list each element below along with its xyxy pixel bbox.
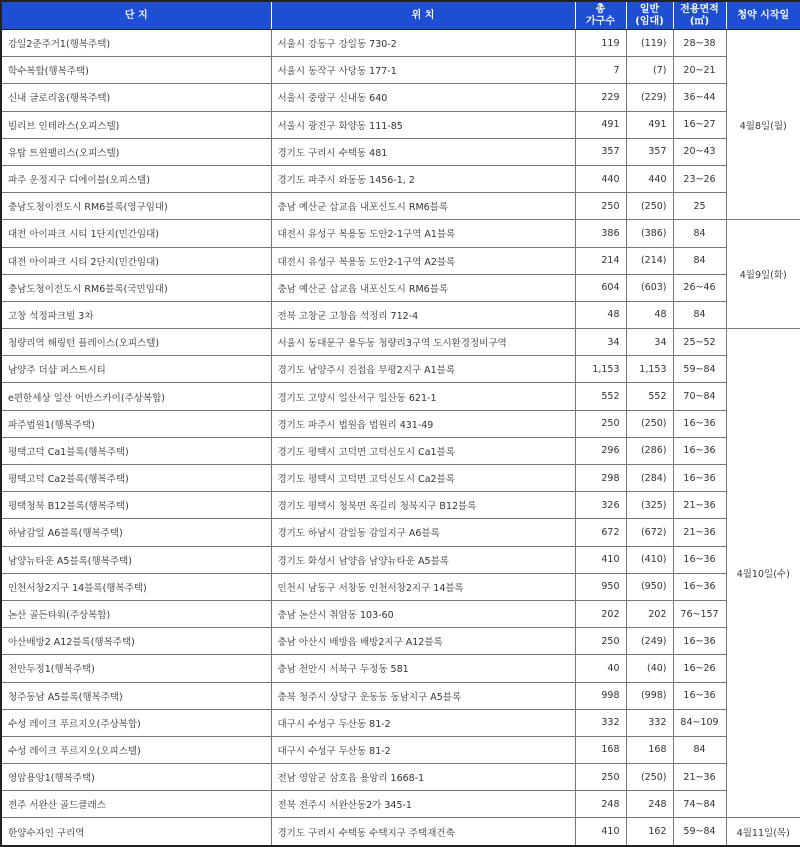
- cell-general: (249): [626, 628, 673, 655]
- cell-total: 34: [575, 329, 626, 356]
- table-row: [1, 546, 800, 573]
- table-row: [1, 818, 800, 846]
- cell-area: 21~36: [673, 764, 726, 791]
- cell-area: 59~84: [673, 818, 726, 846]
- cell-total: 229: [575, 84, 626, 111]
- cell-loc: 전북 고창군 고창읍 석정리 712-4: [271, 301, 575, 328]
- cell-loc: 전남 영암군 삼호읍 용앙리 1668-1: [271, 764, 575, 791]
- cell-general: 162: [626, 818, 673, 846]
- cell-general: (950): [626, 573, 673, 600]
- cell-name: 한양수자인 구리역: [1, 818, 271, 846]
- cell-general: (386): [626, 220, 673, 247]
- cell-name: 대전 아이파크 시티 1단지(민간임대): [1, 220, 271, 247]
- cell-name: 청주동남 A5블록(행복주택): [1, 682, 271, 709]
- cell-name: e편한세상 일산 어반스카이(주상복합): [1, 383, 271, 410]
- cell-name: 하남감일 A6블록(행복주택): [1, 519, 271, 546]
- cell-loc: 서울시 강동구 강일동 730-2: [271, 30, 575, 57]
- cell-loc: 대전시 유성구 복용동 도안2-1구역 A2블록: [271, 247, 575, 274]
- cell-area: 21~36: [673, 492, 726, 519]
- table-row: [1, 600, 800, 627]
- cell-area: 16~36: [673, 573, 726, 600]
- cell-loc: 경기도 평택시 고덕면 고덕신도시 Ca2블록: [271, 465, 575, 492]
- cell-general: 248: [626, 791, 673, 818]
- cell-general: 357: [626, 138, 673, 165]
- table-row: [1, 410, 800, 437]
- cell-total: 552: [575, 383, 626, 410]
- cell-start-date: 4월11일(목): [726, 818, 800, 846]
- table-row: [1, 764, 800, 791]
- cell-general: (119): [626, 30, 673, 57]
- table-row: [1, 628, 800, 655]
- cell-area: 16~26: [673, 655, 726, 682]
- cell-general: (325): [626, 492, 673, 519]
- cell-total: 357: [575, 138, 626, 165]
- cell-loc: 경기도 하남시 감일동 감일지구 A6블록: [271, 519, 575, 546]
- cell-general: (229): [626, 84, 673, 111]
- cell-general: 1,153: [626, 356, 673, 383]
- cell-name: 강일2준주거1(행복주택): [1, 30, 271, 57]
- table-row: [1, 57, 800, 84]
- cell-name: 대전 아이파크 시티 2단지(민간임대): [1, 247, 271, 274]
- cell-area: 20~21: [673, 57, 726, 84]
- header-area-l2: (㎡): [689, 15, 710, 27]
- cell-total: 604: [575, 274, 626, 301]
- cell-loc: 전북 전주시 서완산동2가 345-1: [271, 791, 575, 818]
- table-row: [1, 84, 800, 111]
- cell-general: (250): [626, 193, 673, 220]
- table-row: [1, 709, 800, 736]
- cell-loc: 경기도 화성시 남양읍 남양뉴타운 A5블록: [271, 546, 575, 573]
- header-general-l1: 일반: [639, 3, 660, 15]
- cell-name: 전주 서완산 골드클래스: [1, 791, 271, 818]
- cell-area: 26~46: [673, 274, 726, 301]
- cell-area: 20~43: [673, 138, 726, 165]
- table-row: [1, 220, 800, 247]
- cell-general: (250): [626, 764, 673, 791]
- cell-name: 신내 글로리움(행복주택): [1, 84, 271, 111]
- cell-name: 충남도청이전도시 RM6블록(국민임대): [1, 274, 271, 301]
- cell-general: 491: [626, 111, 673, 138]
- header-name: 단 지: [1, 1, 271, 30]
- cell-total: 250: [575, 193, 626, 220]
- table-row: [1, 519, 800, 546]
- cell-area: 84: [673, 247, 726, 274]
- cell-loc: 경기도 파주시 법원읍 법원리 431-49: [271, 410, 575, 437]
- cell-area: 16~36: [673, 682, 726, 709]
- cell-total: 48: [575, 301, 626, 328]
- cell-loc: 충남 예산군 삽교읍 내포신도시 RM6블록: [271, 193, 575, 220]
- cell-area: 16~36: [673, 546, 726, 573]
- cell-total: 998: [575, 682, 626, 709]
- cell-loc: 서울시 동대문구 용두동 청량리3구역 도시환경정비구역: [271, 329, 575, 356]
- cell-total: 7: [575, 57, 626, 84]
- cell-general: (40): [626, 655, 673, 682]
- cell-name: 유탑 트윈팰리스(오피스텔): [1, 138, 271, 165]
- cell-name: 아산배방2 A12블록(행복주택): [1, 628, 271, 655]
- cell-general: (410): [626, 546, 673, 573]
- table-row: [1, 465, 800, 492]
- cell-loc: 충북 청주시 상당구 운동동 동남지구 A5블록: [271, 682, 575, 709]
- cell-start-date: 4월8일(월): [726, 30, 800, 220]
- table-row: [1, 30, 800, 57]
- cell-area: 16~27: [673, 111, 726, 138]
- header-general: [626, 1, 673, 30]
- header-area: [673, 1, 726, 30]
- cell-loc: 서울시 광진구 화양동 111-85: [271, 111, 575, 138]
- cell-total: 672: [575, 519, 626, 546]
- cell-total: 168: [575, 736, 626, 763]
- cell-name: 인천서창2지구 14블록(행복주택): [1, 573, 271, 600]
- cell-name: 천안두정1(행복주택): [1, 655, 271, 682]
- cell-start-date: 4월10일(수): [726, 329, 800, 818]
- table-row: [1, 356, 800, 383]
- header-total: [575, 1, 626, 30]
- cell-general: (286): [626, 437, 673, 464]
- table-row: [1, 573, 800, 600]
- header-date: 청약 시작일: [726, 1, 800, 30]
- cell-general: 168: [626, 736, 673, 763]
- cell-area: 16~36: [673, 410, 726, 437]
- cell-area: 21~36: [673, 519, 726, 546]
- table-row: [1, 274, 800, 301]
- header-total-l2: 가구수: [586, 15, 615, 27]
- table-row: [1, 736, 800, 763]
- cell-area: 84~109: [673, 709, 726, 736]
- cell-area: 84: [673, 736, 726, 763]
- cell-total: 250: [575, 628, 626, 655]
- cell-loc: 충남 천안시 서북구 두정동 581: [271, 655, 575, 682]
- cell-area: 16~36: [673, 465, 726, 492]
- cell-area: 76~157: [673, 600, 726, 627]
- cell-general: 48: [626, 301, 673, 328]
- cell-general: (284): [626, 465, 673, 492]
- cell-name: 평택청북 B12블록(행복주택): [1, 492, 271, 519]
- cell-area: 28~38: [673, 30, 726, 57]
- table-row: [1, 301, 800, 328]
- cell-total: 410: [575, 818, 626, 846]
- cell-name: 충남도청이전도시 RM6블록(영구임대): [1, 193, 271, 220]
- cell-total: 119: [575, 30, 626, 57]
- cell-total: 386: [575, 220, 626, 247]
- cell-area: 84: [673, 220, 726, 247]
- cell-area: 36~44: [673, 84, 726, 111]
- cell-name: 빌리브 인테라스(오피스텔): [1, 111, 271, 138]
- table-row: [1, 138, 800, 165]
- table-row: [1, 492, 800, 519]
- cell-loc: 충남 논산시 취암동 103-60: [271, 600, 575, 627]
- header-general-l2: (임대): [635, 15, 664, 27]
- cell-loc: 충남 예산군 삽교읍 내포신도시 RM6블록: [271, 274, 575, 301]
- cell-total: 250: [575, 764, 626, 791]
- cell-loc: 경기도 구리시 수택동 481: [271, 138, 575, 165]
- cell-area: 16~36: [673, 628, 726, 655]
- cell-area: 16~36: [673, 437, 726, 464]
- cell-loc: 충남 아산시 배방읍 배방2지구 A12블록: [271, 628, 575, 655]
- cell-loc: 서울시 중랑구 신내동 640: [271, 84, 575, 111]
- header-row: [1, 1, 800, 30]
- cell-total: 332: [575, 709, 626, 736]
- cell-total: 410: [575, 546, 626, 573]
- cell-loc: 경기도 고양시 일산서구 일산동 621-1: [271, 383, 575, 410]
- cell-area: 23~26: [673, 165, 726, 192]
- cell-general: (214): [626, 247, 673, 274]
- cell-area: 74~84: [673, 791, 726, 818]
- cell-total: 491: [575, 111, 626, 138]
- cell-loc: 대구시 수성구 두산동 81-2: [271, 736, 575, 763]
- cell-start-date: 4월9일(화): [726, 220, 800, 329]
- cell-name: 수성 레이크 푸르지오(오피스텔): [1, 736, 271, 763]
- table-row: [1, 682, 800, 709]
- cell-name: 평택고덕 Ca1블록(행복주택): [1, 437, 271, 464]
- cell-name: 평택고덕 Ca2블록(행복주택): [1, 465, 271, 492]
- cell-general: (672): [626, 519, 673, 546]
- header-area-l1: 전용면적: [680, 3, 719, 15]
- cell-general: 552: [626, 383, 673, 410]
- cell-total: 440: [575, 165, 626, 192]
- cell-total: 214: [575, 247, 626, 274]
- cell-name: 파주 운정지구 디에이블(오피스텔): [1, 165, 271, 192]
- cell-name: 논산 골든타워(주상복합): [1, 600, 271, 627]
- cell-loc: 경기도 파주시 와동동 1456-1, 2: [271, 165, 575, 192]
- cell-loc: 대구시 수성구 두산동 81-2: [271, 709, 575, 736]
- cell-general: (7): [626, 57, 673, 84]
- table-row: [1, 437, 800, 464]
- cell-loc: 대전시 유성구 복용동 도안2-1구역 A1블록: [271, 220, 575, 247]
- table-row: [1, 111, 800, 138]
- header-location: 위 치: [271, 1, 575, 30]
- header-total-l1: 총: [595, 3, 606, 15]
- cell-total: 202: [575, 600, 626, 627]
- cell-total: 950: [575, 573, 626, 600]
- cell-total: 250: [575, 410, 626, 437]
- cell-name: 파주법원1(행복주택): [1, 410, 271, 437]
- table-row: [1, 655, 800, 682]
- table-row: [1, 383, 800, 410]
- cell-area: 25: [673, 193, 726, 220]
- cell-total: 40: [575, 655, 626, 682]
- cell-general: 332: [626, 709, 673, 736]
- cell-loc: 경기도 평택시 청북면 옥길리 청북지구 B12블록: [271, 492, 575, 519]
- cell-loc: 경기도 구리시 수택동 수택지구 주택재건축: [271, 818, 575, 846]
- table-row: [1, 193, 800, 220]
- cell-area: 59~84: [673, 356, 726, 383]
- cell-total: 248: [575, 791, 626, 818]
- cell-name: 고창 석정파크빌 3차: [1, 301, 271, 328]
- cell-area: 25~52: [673, 329, 726, 356]
- cell-general: 34: [626, 329, 673, 356]
- cell-name: 청량리역 해링턴 플레이스(오피스텔): [1, 329, 271, 356]
- cell-total: 326: [575, 492, 626, 519]
- cell-area: 70~84: [673, 383, 726, 410]
- cell-name: 수성 레이크 푸르지오(주상복합): [1, 709, 271, 736]
- cell-name: 남양주 더샵 퍼스트시티: [1, 356, 271, 383]
- cell-general: (998): [626, 682, 673, 709]
- cell-general: 202: [626, 600, 673, 627]
- cell-loc: 경기도 남양주시 진접읍 부평2지구 A1블록: [271, 356, 575, 383]
- cell-total: 298: [575, 465, 626, 492]
- cell-area: 84: [673, 301, 726, 328]
- cell-loc: 경기도 평택시 고덕면 고덕신도시 Ca1블록: [271, 437, 575, 464]
- cell-loc: 인천시 남동구 서창동 인천서창2지구 14블록: [271, 573, 575, 600]
- cell-general: (250): [626, 410, 673, 437]
- table-row: [1, 247, 800, 274]
- cell-name: 학수복합(행복주택): [1, 57, 271, 84]
- cell-loc: 서울시 동작구 사당동 177-1: [271, 57, 575, 84]
- cell-general: 440: [626, 165, 673, 192]
- cell-general: (603): [626, 274, 673, 301]
- cell-total: 296: [575, 437, 626, 464]
- table-row: [1, 791, 800, 818]
- cell-name: 영암용앙1(행복주택): [1, 764, 271, 791]
- cell-name: 남양뉴타운 A5블록(행복주택): [1, 546, 271, 573]
- table-row: [1, 165, 800, 192]
- cell-total: 1,153: [575, 356, 626, 383]
- table-row: [1, 329, 800, 356]
